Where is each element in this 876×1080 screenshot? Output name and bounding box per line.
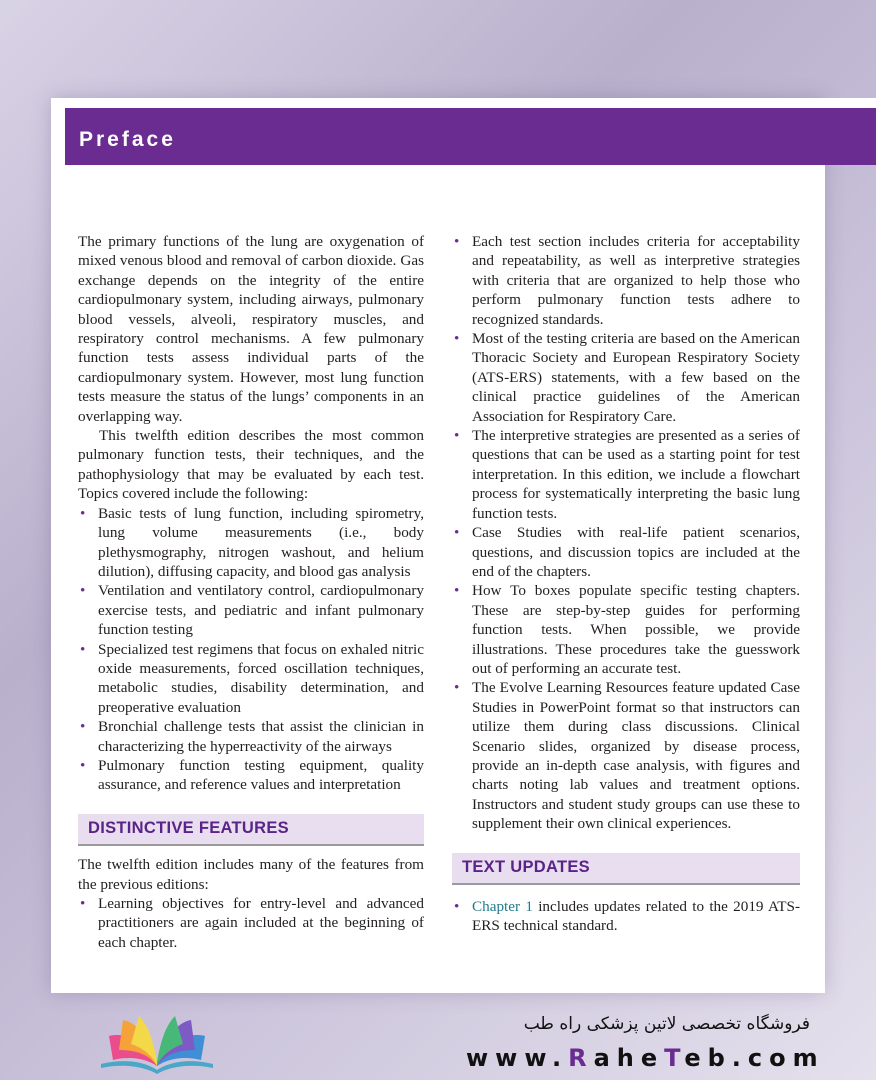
bullet-icon: • [454, 582, 460, 600]
bullet-icon: • [80, 504, 86, 522]
bullet-icon: • [80, 718, 86, 736]
intro-paragraph: The primary functions of the lung are oxygenation of mixed venous blood and removal of carbon dioxide. Gas exchange depends on the integrity of the entire cardiopulmonary system, including airways, pulmonary blood vessels, alveoli, respiratory muscles, and respiratory control mechanisms. A few pulmonary function tests assess individual parts of the cardiopulmonary system. However, most lung function tests measure the status of the lungs’ components in an overlapping way. [78, 233, 424, 425]
list-item: • Most of the testing criteria are based on the American Thoracic Society and European Respiratory Society (ATS-ERS) statements, with a few based on the clinical practice guidelines of the American Association for Respiratory Care. [454, 330, 800, 425]
bullet-icon: • [454, 898, 460, 915]
list-item: • Each test section includes criteria for acceptability and repeatability, as well as interpretive strategies with criteria that are organized to help those who perform pulmonary function tests adhere to recognized standards. [454, 233, 800, 328]
preface-banner [65, 108, 876, 165]
features-continued-list [452, 232, 800, 834]
list-item: • The interpretive strategies are presented as a series of questions that can be used as a starting point for test interpretation. In this edition, we include a flowchart process for systematically interpreting the basic lung function tests. [454, 427, 800, 522]
distinctive-features-heading: DISTINCTIVE FEATURES [78, 814, 424, 846]
list-item: • Specialized test regimens that focus on exhaled nitric oxide measurements, forced oscillation techniques, metabolic studies, disability determination, and preoperative evaluation [80, 640, 424, 716]
right-column [452, 232, 800, 936]
bullet-icon: • [80, 640, 86, 658]
bullet-icon: • [80, 756, 86, 774]
features-list [78, 894, 424, 952]
list-item: • Basic tests of lung function, including spirometry, lung volume measurements (i.e., body plethysmography, nitrogen washout, and helium dilution), diffusing capacity, and blood gas analysis [80, 504, 424, 580]
list-item: • Learning objectives for entry-level and advanced practitioners are again included at the beginning of each chapter. [80, 895, 424, 951]
text-updates-heading: TEXT UPDATES [452, 853, 800, 885]
bullet-icon: • [454, 427, 460, 445]
bullet-icon: • [454, 524, 460, 542]
chapter-1-link[interactable]: Chapter 1 [472, 898, 533, 915]
list-item: • How To boxes populate specific testing chapters. These are step-by-step guides for performing function tests. When possible, we provide illustrations. These procedures take the guesswork out of performing an accurate test. [454, 582, 800, 677]
topics-list [78, 504, 424, 795]
list-item: • Pulmonary function testing equipment, quality assurance, and reference values and interpretation [80, 756, 424, 794]
store-name-persian: فروشگاه تخصصی لاتین پزشکی راه طب [523, 1014, 810, 1034]
page-title: Preface [79, 128, 176, 151]
bullet-icon: • [454, 233, 460, 250]
page-top-strip [65, 98, 876, 108]
bullet-icon: • [454, 330, 460, 348]
bullet-icon: • [80, 895, 86, 912]
edition-paragraph: This twelfth edition describes the most common pulmonary function tests, their techniques, and the pathophysiology that may be evaluated by each test. Topics covered include the following: [78, 427, 424, 503]
bullet-icon: • [80, 582, 86, 600]
store-url[interactable]: www.RaheTeb.com [466, 1044, 825, 1072]
book-logo-icon [95, 1010, 220, 1076]
left-column [78, 232, 424, 952]
features-intro-paragraph: The twelfth edition includes many of the features from the previous editions: [78, 856, 424, 893]
updates-list [452, 897, 800, 936]
list-item: • Chapter 1 includes updates related to the 2019 ATS-ERS technical standard. [454, 898, 801, 935]
list-item: • Ventilation and ventilatory control, cardiopulmonary exercise tests, and pediatric and infant pulmonary function testing [80, 582, 424, 639]
bullet-icon: • [454, 679, 460, 697]
list-item: • Bronchial challenge tests that assist the clinician in characterizing the hyperreactivity of the airways [80, 718, 424, 755]
list-item: • The Evolve Learning Resources feature updated Case Studies in PowerPoint format so that instructors can utilize them during class discussions. Clinical Scenario slides, organized by disease process, provide an in-depth case analysis, with figures and charts noting lab values and treatment options. Instructors and student study groups can use these to supplement their own clinical experiences. [454, 679, 800, 833]
list-item: • Case Studies with real-life patient scenarios, questions, and discussion topics are included at the end of the chapters. [454, 524, 800, 580]
